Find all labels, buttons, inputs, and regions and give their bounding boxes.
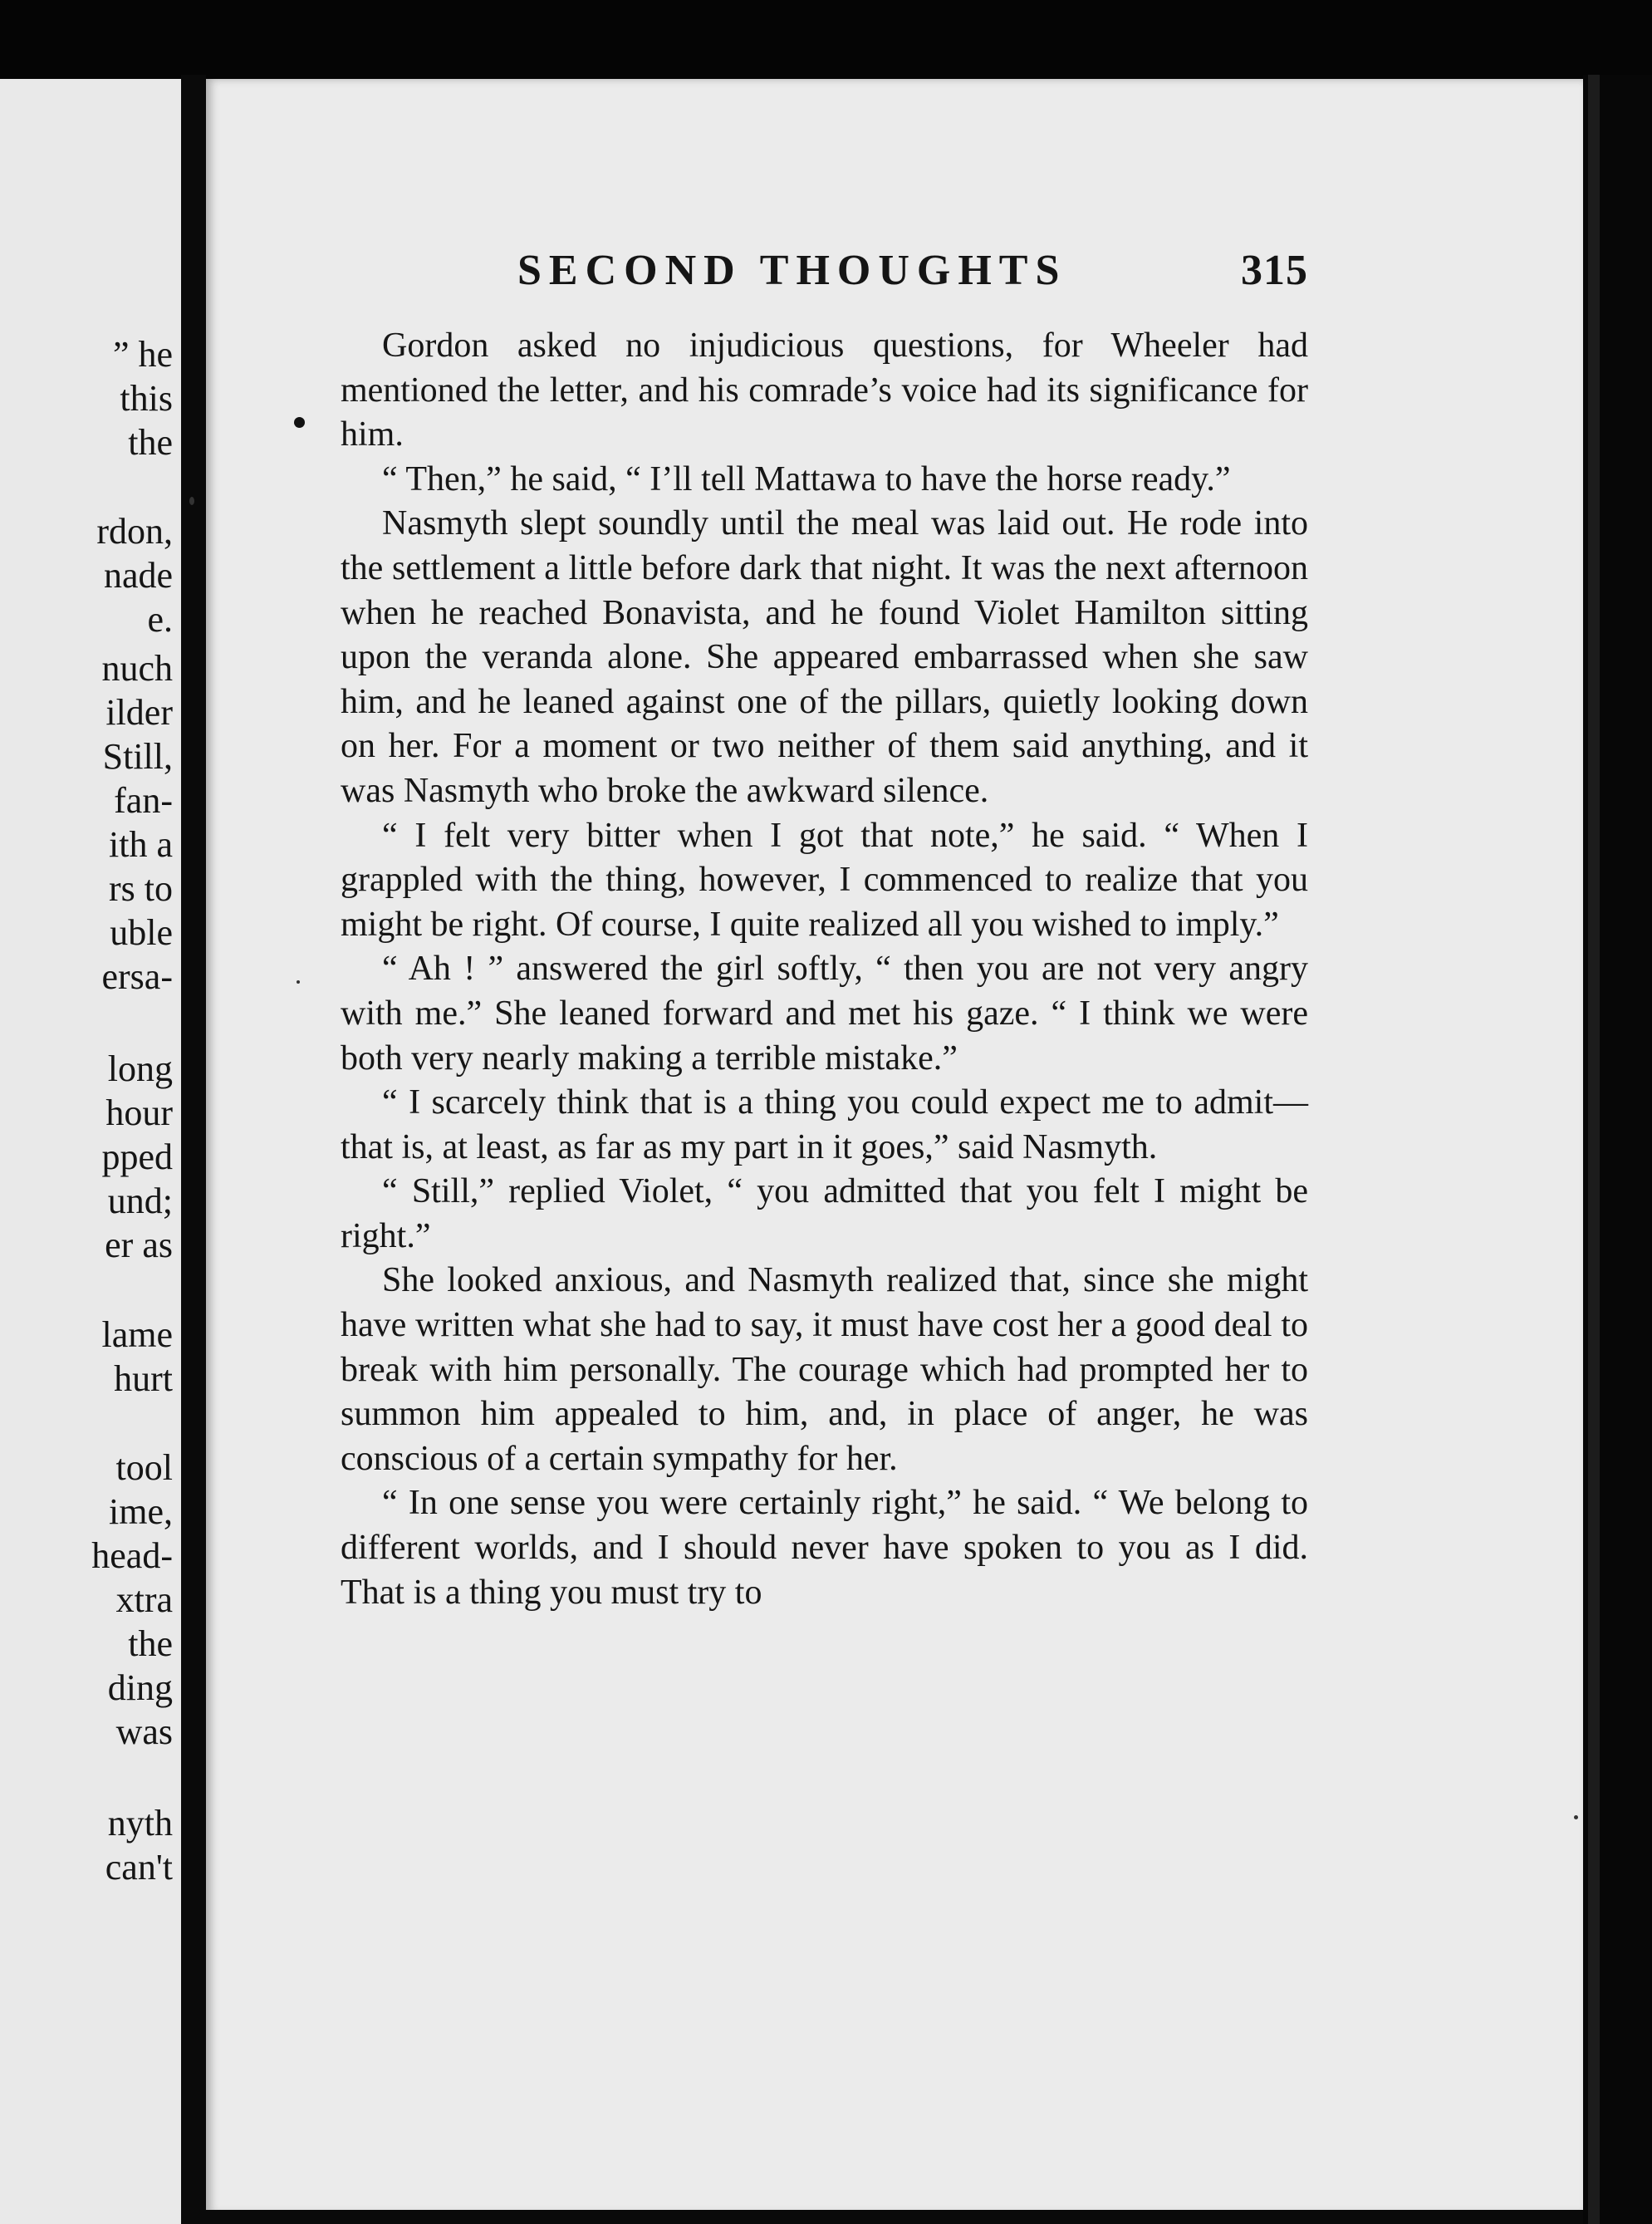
left-page-fragment: ding [107, 1667, 173, 1708]
scan-right-border [1583, 75, 1652, 2224]
left-page-fragment: ime, [109, 1491, 173, 1532]
left-page-fragment: ersa- [101, 956, 173, 997]
left-page-fragment: ith a [109, 824, 173, 865]
paragraph: Nasmyth slept soundly until the meal was laid out. He rode into the settlement a little before dark that night. It was the next afternoon when he reached Bonavista, and he found Violet Hamilton sitting upon the veranda alone. She appeared embarrassed when she saw him, and he leaned against one of the pillars, quietly looking down on her. For a moment or two neither of them said anything, and it was Nasmyth who broke the awkward silence. [341, 504, 1308, 810]
left-page-fragment: und; [107, 1181, 173, 1221]
paragraph: Gordon asked no injudicious questions, for Wheeler had mentioned the letter, and his comrade’s voice had its significance for him. [341, 326, 1308, 454]
left-page-fragment: ” he [112, 334, 173, 375]
paragraph: “ I felt very bitter when I got that note,” he said. “ When I grappled with the thing, however, I commenced to realize that you might be right. Of course, I quite realized all you wished to imply.” [341, 816, 1308, 944]
left-page-fragment: fan- [114, 780, 173, 821]
left-page-fragment: can't [105, 1847, 173, 1888]
left-facing-page [0, 79, 181, 2224]
left-page-fragment: was [115, 1711, 173, 1752]
paragraph: “ Ah ! ” answered the girl softly, “ then you are not very angry with me.” She leaned forward and met his gaze. “ I think we were both very nearly making a terrible mistake.” [341, 950, 1308, 1078]
left-page-fragment: the [128, 422, 173, 463]
left-page-fragment: er as [105, 1225, 173, 1265]
running-head-title: SECOND THOUGHTS [517, 247, 1067, 294]
book-gutter [181, 75, 206, 2224]
left-page-fragment: rs to [109, 868, 173, 909]
left-page-fragment: rdon, [96, 511, 173, 552]
left-page-fragment: nyth [107, 1803, 173, 1844]
page-edge-shadow [1588, 75, 1600, 2224]
left-page-fragment: e. [147, 599, 173, 640]
left-page-fragment: Still, [102, 736, 173, 777]
scan-speck [1574, 1815, 1578, 1819]
left-page-fragment: uble [110, 912, 173, 953]
scan-top-border [0, 0, 1652, 79]
page-number: 315 [1241, 247, 1308, 294]
paragraph: “ I scarcely think that is a thing you could expect me to admit—that is, at least, as far as my part in it goes,” said Nasmyth. [341, 1083, 1308, 1166]
margin-dot-mark [294, 417, 305, 428]
scan-speck [189, 497, 194, 505]
paragraph: “ Then,” he said, “ I’ll tell Mattawa to have the horse ready.” [382, 459, 1231, 498]
left-page-fragment: tool [115, 1447, 173, 1488]
left-page-fragment: long [107, 1048, 173, 1089]
left-page-fragment: xtra [115, 1579, 173, 1620]
body-text [341, 324, 1308, 1615]
running-header [341, 246, 1308, 296]
paragraph: She looked anxious, and Nasmyth realized that, since she might have written what she had to say, it must have cost her a good deal to break with him personally. The courage which had prompted her to summon him appealed to him, and, in place of anger, he was conscious of a certain sympathy for her. [341, 1261, 1308, 1478]
scan-bottom-border [206, 2210, 1583, 2224]
left-page-fragment: ilder [105, 692, 173, 733]
scan-speck [297, 980, 300, 984]
left-page-fragment: hurt [114, 1358, 173, 1399]
paragraph: “ Still,” replied Violet, “ you admitted that you felt I might be right.” [341, 1172, 1308, 1255]
paragraph: “ In one sense you were certainly right,” he said. “ We belong to different worlds, and I should never have spoken to you as I did. That is a thing you must try to [341, 1484, 1308, 1612]
left-page-fragment: nade [103, 555, 173, 596]
left-page-fragment: nuch [101, 648, 173, 689]
left-page-fragment: the [128, 1623, 173, 1664]
left-page-fragment: this [120, 378, 173, 419]
left-page-fragment: head- [91, 1535, 173, 1576]
left-page-fragment: hour [105, 1092, 173, 1133]
left-page-fragment: pped [101, 1137, 173, 1177]
left-page-fragment: lame [101, 1314, 173, 1355]
